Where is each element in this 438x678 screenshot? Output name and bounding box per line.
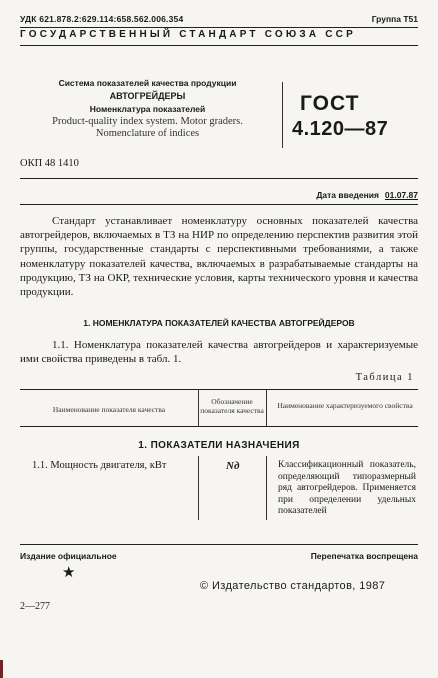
publisher-copyright: © Издательство стандартов, 1987 bbox=[200, 580, 386, 592]
intro-paragraph: Стандарт устанавливает номенклатуру основных показателей качества автогрейдеров, включаемых в ТЗ на НИР по определению перспектив развития этой группы, государственные стандарты с перспективными требованиями, а также номенклатуру показателей качества, включаемых в разрабатываемые стандарты на продукцию, ТЗ на ОКР, технические условия, карты технического уровня и качества продукции. bbox=[20, 215, 418, 299]
state-standard-heading: ГОСУДАРСТВЕННЫЙ СТАНДАРТ СОЮЗА ССР bbox=[20, 29, 356, 40]
table-label: Таблица 1 bbox=[355, 372, 414, 383]
header-rule bbox=[20, 45, 418, 46]
table-header-name: Наименование показателя качества bbox=[52, 405, 166, 414]
table-row-divider-2 bbox=[266, 456, 267, 520]
product-title: АВТОГРЕЙДЕРЫ bbox=[109, 91, 186, 101]
okp-code: ОКП 48 1410 bbox=[20, 158, 79, 169]
gost-number: 4.120—87 bbox=[292, 118, 389, 140]
date-rule bbox=[20, 204, 418, 205]
table-header-rule bbox=[20, 426, 418, 427]
table-header-divider-2 bbox=[266, 390, 267, 426]
clause-1-1: 1.1. Номенклатура показателей качества автогрейдеров и характеризуемые ими свойства приведены в табл. 1. bbox=[20, 339, 418, 366]
english-title-line1: Product-quality index system. Motor graders. bbox=[52, 116, 243, 127]
introduction-date bbox=[316, 190, 418, 200]
okp-rule bbox=[20, 178, 418, 179]
title-divider bbox=[282, 82, 283, 148]
star-icon: ★ bbox=[62, 565, 76, 581]
reprint-prohibited: Перепечатка воспрещена bbox=[310, 551, 418, 561]
table-header-symbol: Обозначение показателя качества bbox=[200, 397, 264, 415]
page-code: 2—277 bbox=[20, 601, 50, 612]
nomenclature-title: Номенклатура показателей bbox=[89, 104, 206, 114]
system-title: Система показателей качества продукции bbox=[58, 78, 237, 88]
table-row-symbol: Nд bbox=[226, 460, 240, 472]
edge-mark bbox=[0, 660, 3, 678]
section-1-title: 1. НОМЕНКЛАТУРА ПОКАЗАТЕЛЕЙ КАЧЕСТВА АВТОГРЕЙДЕРОВ bbox=[83, 318, 355, 328]
english-title-line2: Nomenclature of indices bbox=[95, 128, 200, 139]
introduction-date-value: 01.07.87 bbox=[384, 190, 418, 200]
table-row-divider-1 bbox=[198, 456, 199, 520]
official-edition: Издание официальное bbox=[20, 551, 117, 561]
footer-rule bbox=[20, 544, 418, 545]
title-block bbox=[20, 78, 275, 140]
table-top-rule bbox=[20, 389, 418, 390]
udc-code: УДК 621.878.2:629.114:658.562.006.354 bbox=[20, 14, 184, 24]
table-section-title: 1. ПОКАЗАТЕЛИ НАЗНАЧЕНИЯ bbox=[138, 440, 300, 451]
table-header-divider-1 bbox=[198, 390, 199, 426]
gost-label: ГОСТ bbox=[300, 92, 360, 115]
table-row-description: Классификационный показатель, определяющий типоразмерный ряд автогрейдеров. Применяется при определении удельных показателей bbox=[278, 460, 416, 517]
table-row-name: 1.1. Мощность двигателя, кВт bbox=[32, 460, 167, 471]
introduction-date-label: Дата введения bbox=[316, 190, 379, 200]
table-header-property: Наименование характеризуемого свойства bbox=[277, 401, 413, 410]
group-code: Группа Т51 bbox=[371, 14, 418, 24]
top-rule bbox=[20, 27, 418, 28]
